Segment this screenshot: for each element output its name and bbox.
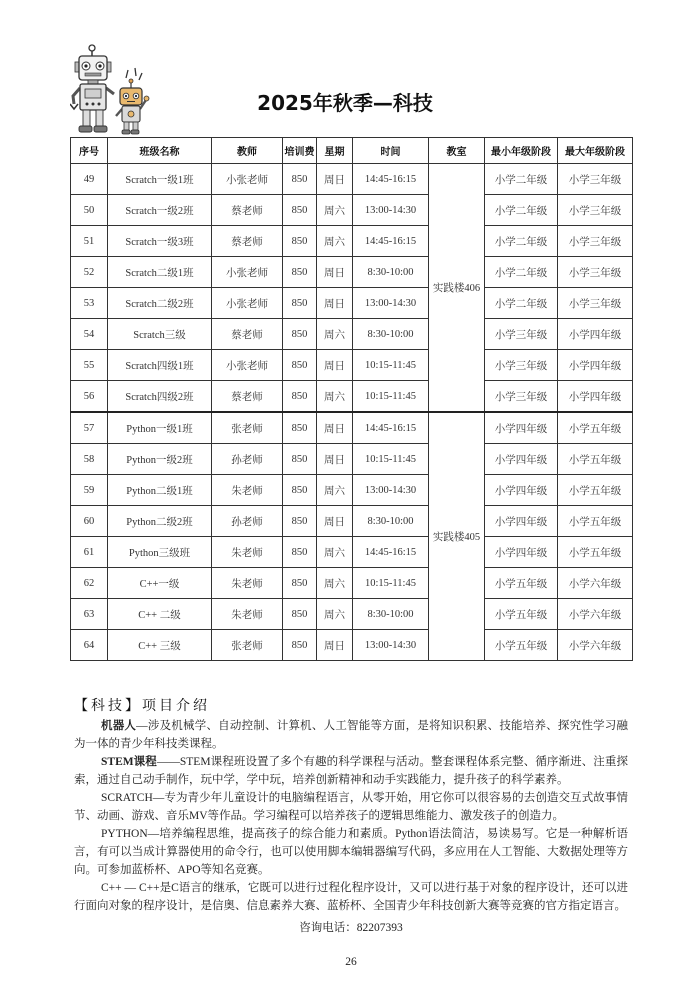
column-header-teacher: 教师: [212, 138, 283, 164]
fee-cell: 850: [283, 257, 317, 288]
class-name-cell: Scratch二级1班: [108, 257, 212, 288]
fee-cell: 850: [283, 381, 317, 413]
max-grade-cell: 小学六年级: [558, 568, 633, 599]
serial-cell: 54: [71, 319, 108, 350]
max-grade-cell: 小学五年级: [558, 506, 633, 537]
class-name-cell: Python二级2班: [108, 506, 212, 537]
time-cell: 8:30-10:00: [353, 319, 429, 350]
min-grade-cell: 小学三年级: [485, 319, 558, 350]
fee-cell: 850: [283, 288, 317, 319]
min-grade-cell: 小学二年级: [485, 257, 558, 288]
min-grade-cell: 小学二年级: [485, 288, 558, 319]
paragraph-term: SCRATCH: [101, 792, 153, 804]
paragraph-term: STEM课程: [101, 756, 157, 768]
table-row: [71, 537, 633, 568]
column-header-max-grade: 最大年级阶段: [558, 138, 633, 164]
min-grade-cell: 小学二年级: [485, 164, 558, 195]
class-name-cell: C++ 二级: [108, 599, 212, 630]
teacher-cell: 孙老师: [212, 444, 283, 475]
weekday-cell: 周六: [317, 599, 353, 630]
weekday-cell: 周日: [317, 164, 353, 195]
min-grade-cell: 小学四年级: [485, 506, 558, 537]
paragraph-term: PYTHON: [101, 828, 148, 840]
teacher-cell: 蔡老师: [212, 319, 283, 350]
min-grade-cell: 小学四年级: [485, 444, 558, 475]
min-grade-cell: 小学四年级: [485, 412, 558, 444]
weekday-cell: 周六: [317, 475, 353, 506]
time-cell: 10:15-11:45: [353, 568, 429, 599]
class-name-cell: Scratch二级2班: [108, 288, 212, 319]
table-row: [71, 257, 633, 288]
class-name-cell: Scratch一级2班: [108, 195, 212, 226]
serial-cell: 51: [71, 226, 108, 257]
time-cell: 14:45-16:15: [353, 164, 429, 195]
weekday-cell: 周六: [317, 319, 353, 350]
class-name-cell: Python一级2班: [108, 444, 212, 475]
time-cell: 13:00-14:30: [353, 630, 429, 661]
max-grade-cell: 小学五年级: [558, 537, 633, 568]
table-row: [71, 412, 633, 444]
max-grade-cell: 小学三年级: [558, 195, 633, 226]
table-row: [71, 568, 633, 599]
max-grade-cell: 小学四年级: [558, 319, 633, 350]
fee-cell: 850: [283, 350, 317, 381]
fee-cell: 850: [283, 195, 317, 226]
weekday-cell: 周日: [317, 444, 353, 475]
max-grade-cell: 小学三年级: [558, 164, 633, 195]
classroom-cell: 实践楼405: [429, 412, 485, 661]
paragraph-text: — C++是C语言的继承，它既可以进行过程化程序设计，又可以进行基于对象的程序设计，还可以进行面向对象的程序设计，是信奥、信息素养大赛、蓝桥杯、全国青少年科技创新大赛等竞赛的官方指定语言。: [74, 882, 628, 912]
teacher-cell: 朱老师: [212, 475, 283, 506]
time-cell: 10:15-11:45: [353, 350, 429, 381]
paragraph-term: C++: [101, 882, 122, 894]
large-robot: [70, 45, 114, 132]
weekday-cell: 周六: [317, 537, 353, 568]
paragraph-term: 机器人: [101, 720, 137, 732]
fee-cell: 850: [283, 568, 317, 599]
class-schedule-table: [70, 137, 633, 661]
teacher-cell: 孙老师: [212, 506, 283, 537]
class-name-cell: Scratch三级: [108, 319, 212, 350]
min-grade-cell: 小学五年级: [485, 599, 558, 630]
intro-section: [74, 698, 628, 971]
serial-cell: 61: [71, 537, 108, 568]
max-grade-cell: 小学四年级: [558, 350, 633, 381]
table-row: [71, 381, 633, 413]
time-cell: 13:00-14:30: [353, 288, 429, 319]
page-title: 2025年秋季—科技: [257, 91, 433, 115]
classroom-cell: 实践楼406: [429, 164, 485, 413]
teacher-cell: 张老师: [212, 630, 283, 661]
classroom-group: [71, 164, 633, 413]
weekday-cell: 周日: [317, 412, 353, 444]
fee-cell: 850: [283, 630, 317, 661]
weekday-cell: 周日: [317, 350, 353, 381]
table-row: [71, 506, 633, 537]
time-cell: 14:45-16:15: [353, 537, 429, 568]
paragraph-text: —专为青少年儿童设计的电脑编程语言，从零开始，用它你可以很容易的去创造交互式故事情节、动画、游戏、音乐MV等作品。学习编程可以培养孩子的逻辑思维能力、激发孩子的创造力。: [74, 792, 628, 822]
class-name-cell: Scratch一级1班: [108, 164, 212, 195]
intro-heading: 【科技】项目介绍: [74, 699, 210, 714]
serial-cell: 64: [71, 630, 108, 661]
teacher-cell: 蔡老师: [212, 195, 283, 226]
teacher-cell: 小张老师: [212, 164, 283, 195]
paragraph-text: ——STEM课程班设置了多个有趣的科学课程与活动。整套课程体系完整、循序渐进、注重探索，通过自己动手制作，玩中学，学中玩，培养创新精神和动手实践能力，提升孩子的科学素养。: [74, 756, 629, 786]
table-header-row: [71, 138, 633, 164]
min-grade-cell: 小学三年级: [485, 381, 558, 413]
max-grade-cell: 小学五年级: [558, 444, 633, 475]
min-grade-cell: 小学五年级: [485, 568, 558, 599]
min-grade-cell: 小学三年级: [485, 350, 558, 381]
min-grade-cell: 小学四年级: [485, 475, 558, 506]
fee-cell: 850: [283, 319, 317, 350]
table-row: [71, 475, 633, 506]
fee-cell: 850: [283, 506, 317, 537]
serial-cell: 63: [71, 599, 108, 630]
teacher-cell: 蔡老师: [212, 381, 283, 413]
intro-paragraph-robotics: [74, 717, 628, 753]
class-name-cell: C++ 三级: [108, 630, 212, 661]
intro-paragraph-scratch: [74, 789, 628, 825]
fee-cell: 850: [283, 164, 317, 195]
intro-paragraph-cpp: [74, 879, 628, 915]
column-header-fee: 培训费: [283, 138, 317, 164]
table-row: [71, 599, 633, 630]
fee-cell: 850: [283, 226, 317, 257]
time-cell: 14:45-16:15: [353, 412, 429, 444]
time-cell: 10:15-11:45: [353, 381, 429, 413]
serial-cell: 57: [71, 412, 108, 444]
min-grade-cell: 小学二年级: [485, 226, 558, 257]
page-number: 26: [345, 956, 357, 968]
class-name-cell: Python二级1班: [108, 475, 212, 506]
time-cell: 8:30-10:00: [353, 257, 429, 288]
time-cell: 13:00-14:30: [353, 195, 429, 226]
intro-paragraph-stem: [74, 753, 628, 789]
weekday-cell: 周六: [317, 195, 353, 226]
class-name-cell: C++一级: [108, 568, 212, 599]
max-grade-cell: 小学六年级: [558, 599, 633, 630]
teacher-cell: 朱老师: [212, 599, 283, 630]
serial-cell: 53: [71, 288, 108, 319]
column-header-class-name: 班级名称: [108, 138, 212, 164]
table-row: [71, 226, 633, 257]
weekday-cell: 周日: [317, 630, 353, 661]
teacher-cell: 朱老师: [212, 568, 283, 599]
table-row: [71, 164, 633, 195]
max-grade-cell: 小学六年级: [558, 630, 633, 661]
max-grade-cell: 小学三年级: [558, 288, 633, 319]
serial-cell: 62: [71, 568, 108, 599]
weekday-cell: 周六: [317, 568, 353, 599]
classroom-group: [71, 412, 633, 661]
serial-cell: 56: [71, 381, 108, 413]
class-name-cell: Scratch一级3班: [108, 226, 212, 257]
weekday-cell: 周六: [317, 226, 353, 257]
min-grade-cell: 小学二年级: [485, 195, 558, 226]
fee-cell: 850: [283, 537, 317, 568]
fee-cell: 850: [283, 475, 317, 506]
weekday-cell: 周日: [317, 257, 353, 288]
min-grade-cell: 小学五年级: [485, 630, 558, 661]
time-cell: 14:45-16:15: [353, 226, 429, 257]
max-grade-cell: 小学五年级: [558, 412, 633, 444]
serial-cell: 49: [71, 164, 108, 195]
min-grade-cell: 小学四年级: [485, 537, 558, 568]
max-grade-cell: 小学四年级: [558, 381, 633, 413]
time-cell: 8:30-10:00: [353, 599, 429, 630]
table-row: [71, 630, 633, 661]
class-name-cell: Scratch四级2班: [108, 381, 212, 413]
class-name-cell: Scratch四级1班: [108, 350, 212, 381]
fee-cell: 850: [283, 444, 317, 475]
column-header-serial: 序号: [71, 138, 108, 164]
intro-paragraph-python: [74, 825, 628, 879]
weekday-cell: 周六: [317, 381, 353, 413]
paragraph-text: —培养编程思维，提高孩子的综合能力和素质。Python语法简洁，易读易写。它是一种解析语言，有可以当成计算器使用的命令行，也可以使用脚本编辑器编写代码，多应用在人工智能、大数据处理等方向。可参加蓝桥杯、APO等知名竞赛。: [74, 828, 628, 876]
weekday-cell: 周日: [317, 288, 353, 319]
class-name-cell: Python三级班: [108, 537, 212, 568]
serial-cell: 59: [71, 475, 108, 506]
teacher-cell: 小张老师: [212, 257, 283, 288]
max-grade-cell: 小学五年级: [558, 475, 633, 506]
weekday-cell: 周日: [317, 506, 353, 537]
column-header-min-grade: 最小年级阶段: [485, 138, 558, 164]
serial-cell: 58: [71, 444, 108, 475]
time-cell: 8:30-10:00: [353, 506, 429, 537]
paragraph-text: —涉及机械学、自动控制、计算机、人工智能等方面，是将知识积累、技能培养、探究性学习融为一体的青少年科技类课程。: [74, 720, 629, 750]
class-name-cell: Python一级1班: [108, 412, 212, 444]
table-row: [71, 444, 633, 475]
teacher-cell: 蔡老师: [212, 226, 283, 257]
column-header-classroom: 教室: [429, 138, 485, 164]
fee-cell: 850: [283, 412, 317, 444]
fee-cell: 850: [283, 599, 317, 630]
serial-cell: 52: [71, 257, 108, 288]
serial-cell: 55: [71, 350, 108, 381]
time-cell: 10:15-11:45: [353, 444, 429, 475]
contact-phone: 咨询电话：82207393: [299, 922, 403, 934]
teacher-cell: 张老师: [212, 412, 283, 444]
teacher-cell: 小张老师: [212, 350, 283, 381]
table-row: [71, 350, 633, 381]
table-row: [71, 288, 633, 319]
serial-cell: 50: [71, 195, 108, 226]
column-header-time: 时间: [353, 138, 429, 164]
column-header-weekday: 星期: [317, 138, 353, 164]
time-cell: 13:00-14:30: [353, 475, 429, 506]
teacher-cell: 朱老师: [212, 537, 283, 568]
serial-cell: 60: [71, 506, 108, 537]
max-grade-cell: 小学三年级: [558, 257, 633, 288]
max-grade-cell: 小学三年级: [558, 226, 633, 257]
table-row: [71, 319, 633, 350]
table-row: [71, 195, 633, 226]
teacher-cell: 小张老师: [212, 288, 283, 319]
